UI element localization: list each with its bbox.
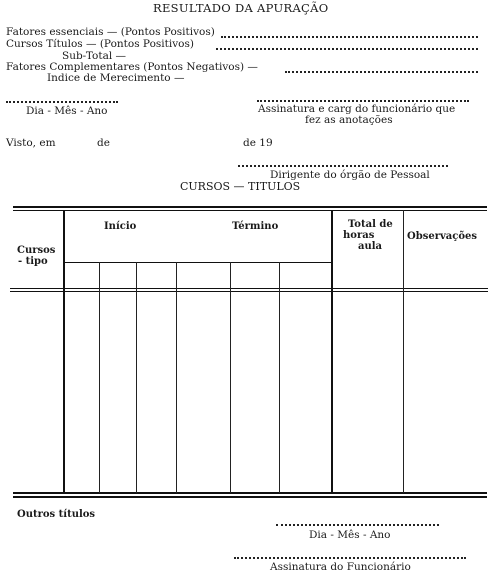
signature-line-2 — [234, 557, 466, 559]
visto-de-label: de — [97, 137, 110, 149]
col-divider-termino-1 — [230, 262, 231, 493]
fatores-essenciais-label: Fatores essenciais — (Pontos Positivos) — [6, 26, 215, 38]
page-title: RESULTADO DA APURAÇÃO — [153, 1, 329, 15]
col-divider-inicio-1 — [99, 262, 100, 493]
dirigente-label: Dirigente do órgão de Pessoal — [270, 169, 430, 181]
date-label-1: Dia - Mês - Ano — [26, 105, 108, 117]
col-header-termino: Término — [232, 221, 279, 232]
table-bottom-rule — [13, 492, 487, 494]
col-header-total-2: horas — [343, 230, 375, 241]
table-top-rule — [13, 206, 487, 208]
date-line-1 — [6, 101, 118, 103]
col-header-total-1: Total de — [348, 219, 393, 230]
col-header-cursos-2: - tipo — [18, 256, 48, 267]
col-divider-inicio-3 — [176, 262, 177, 493]
col-divider-obs — [403, 210, 404, 493]
date-label-2: Dia - Mês - Ano — [309, 529, 391, 541]
signature-label-1-line1: Assinatura e carg do funcionário que — [258, 103, 456, 115]
col-divider-termino-2 — [279, 262, 280, 493]
signature-label-1-line2: fez as anotações — [305, 114, 393, 126]
table-bottom-rule-2 — [13, 496, 487, 498]
signature-line-1 — [257, 100, 469, 102]
date-line-2 — [276, 524, 439, 526]
col-header-observacoes: Observações — [407, 231, 478, 242]
signature-label-2: Assinatura do Funcionário — [270, 561, 411, 573]
fatores-complementares-label: Fatores Complementares (Pontos Negativos) — — [6, 61, 258, 73]
table-header-rule — [10, 288, 488, 289]
table-top-rule-2 — [13, 210, 487, 211]
cursos-titulos-label: Cursos Títulos — (Pontos Positivos) — [6, 38, 194, 50]
col-header-cursos-1: Cursos — [17, 245, 56, 256]
table-header-rule-2 — [10, 291, 488, 292]
col-divider-inicio-2 — [136, 262, 137, 493]
outros-titulos-label: Outros títulos — [17, 509, 96, 520]
visto-em-label: Visto, em — [6, 137, 56, 149]
col-header-inicio: Início — [104, 221, 137, 232]
cursos-titulos-fill-line — [216, 48, 478, 50]
sub-total-label: Sub-Total — — [62, 50, 127, 62]
indice-merecimento-label: Indice de Merecimento — — [47, 72, 185, 84]
col-divider-total — [331, 210, 333, 493]
dirigente-signature-line — [238, 165, 448, 167]
table-subrow-rule — [64, 262, 332, 263]
fatores-complementares-fill-line — [285, 71, 478, 73]
col-divider-cursos — [63, 210, 65, 493]
cursos-titulos-title: CURSOS — TITULOS — [180, 180, 301, 193]
fatores-essenciais-fill-line — [221, 36, 478, 38]
col-header-total-3: aula — [358, 241, 383, 252]
visto-de19-label: de 19 — [243, 137, 273, 149]
